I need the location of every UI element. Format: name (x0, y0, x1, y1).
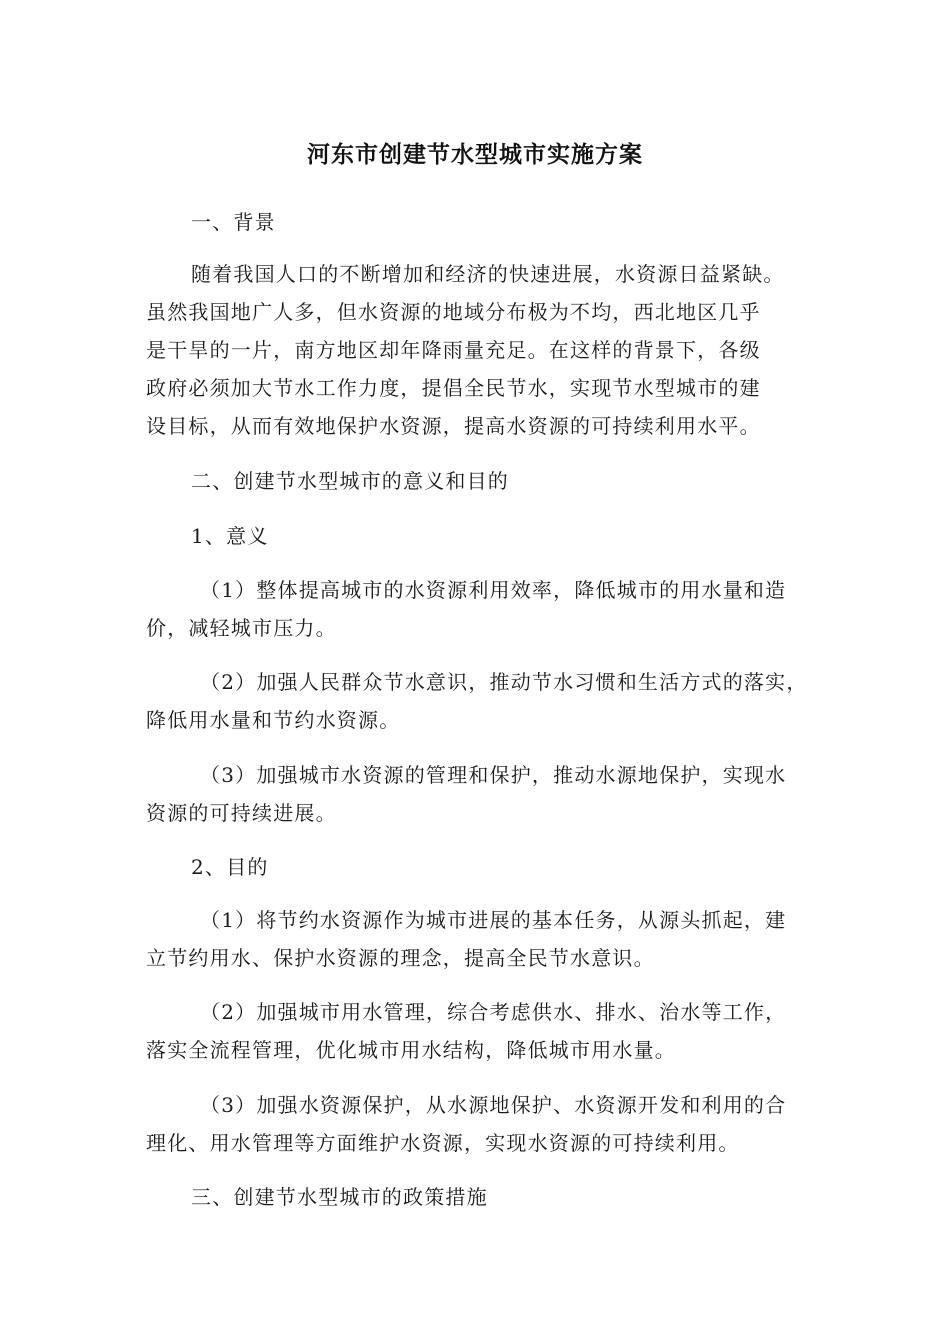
item-line: （1）整体提高城市的水资源利用效率，降低城市的用水量和造 (200, 578, 787, 602)
item-line: 理化、用水管理等方面维护水资源，实现水资源的可持续利用。 (146, 1131, 740, 1155)
significance-item-3 (146, 756, 810, 832)
paragraph-line: 虽然我国地广人多，但水资源的地域分布极为不均，西北地区几乎 (146, 300, 761, 324)
item-line: 资源的可持续进展。 (146, 801, 337, 825)
heading-text: 一、背景 (191, 210, 276, 234)
item-line: 立节约用水、保护水资源的理念，提高全民节水意识。 (146, 946, 655, 970)
subheading-purpose (146, 848, 810, 886)
subheading-text: 2、目的 (191, 855, 269, 879)
section-heading-policy-measures (146, 1178, 810, 1216)
purpose-item-2 (146, 993, 810, 1069)
paragraph-line: 是干旱的一片，南方地区却年降雨量充足。在这样的背景下，各级 (146, 338, 761, 362)
section-heading-background (146, 203, 810, 241)
paragraph-line: 设目标，从而有效地保护水资源，提高水资源的可持续利用水平。 (146, 414, 761, 438)
section-heading-significance-purpose (146, 462, 810, 500)
heading-text: 二、创建节水型城市的意义和目的 (191, 469, 509, 493)
item-line: （1）将节约水资源作为城市进展的基本任务，从源头抓起，建 (200, 908, 787, 932)
item-line: （3）加强水资源保护，从水源地保护、水资源开发和利用的合 (200, 1093, 787, 1117)
paragraph-line: 政府必须加大节水工作力度，提倡全民节水，实现节水型城市的建 (146, 376, 761, 400)
item-line: （2）加强人民群众节水意识，推动节水习惯和生活方式的落实， (200, 670, 808, 694)
heading-text: 三、创建节水型城市的政策措施 (191, 1185, 488, 1209)
item-line: 降低用水量和节约水资源。 (146, 708, 401, 732)
item-line: 价，减轻城市压力。 (146, 616, 337, 640)
purpose-item-3 (146, 1086, 810, 1162)
subheading-significance (146, 517, 810, 555)
paragraph-line: 随着我国人口的不断增加和经济的快速进展，水资源日益紧缺。 (191, 262, 785, 286)
item-line: 落实全流程管理，优化城市用水结构，降低城市用水量。 (146, 1038, 676, 1062)
purpose-item-1 (146, 901, 810, 977)
subheading-text: 1、意义 (191, 524, 269, 548)
item-line: （2）加强城市用水管理，综合考虑供水、排水、治水等工作， (200, 1000, 787, 1024)
document-title: 河东市创建节水型城市实施方案 (307, 142, 643, 168)
significance-item-2 (146, 663, 810, 739)
background-paragraph (146, 255, 810, 445)
significance-item-1 (146, 571, 810, 647)
item-line: （3）加强城市水资源的管理和保护，推动水源地保护，实现水 (200, 763, 787, 787)
